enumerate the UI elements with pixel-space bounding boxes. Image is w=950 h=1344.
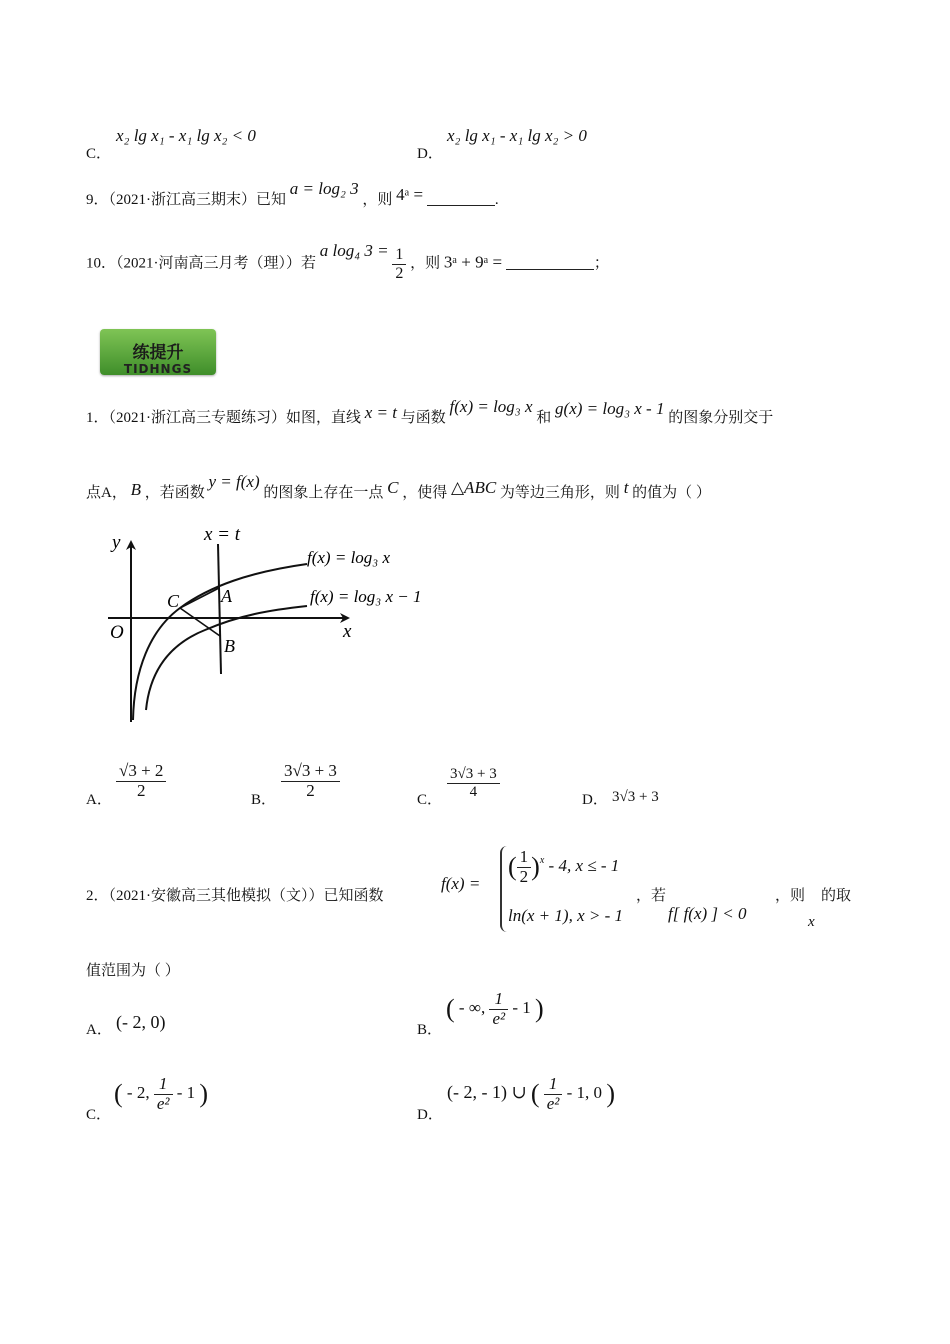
p2-case1-rest: - 4, x ≤ - 1 [548,856,620,876]
section-badge [100,329,216,375]
p1-point-b: B [130,480,141,499]
p2-range-of: 的取 [821,888,852,904]
p2-option-b-den: e² [492,1008,506,1028]
p1-line2-prefix: 点A， [86,485,127,501]
p2-option-c-label: C． [86,1107,112,1123]
p1-option-a-num: √3 + 2 [116,762,166,782]
p2-var-x: x [808,914,815,930]
line-x-equals-t [218,544,221,674]
q10-frac-num: 1 [392,246,406,265]
p2-option-c-expr [114,1075,208,1113]
q9-suffix: . [494,192,499,208]
label-line-x-t: x = t [204,524,241,545]
p1-line2-end: 的值为（ ） [632,485,711,501]
label-origin: O [110,622,124,643]
q10-mid: ，则 [410,255,441,272]
label-point-b: B [224,636,235,656]
p2-option-a-expr: (- 2, 0) [116,1012,166,1032]
p2-option-d-right: - 1, 0 [566,1083,603,1103]
p2-option-b-rparen: ) [535,994,544,1024]
p2-case-1 [508,848,619,886]
q8-option-c-label: C． [86,146,112,162]
p2-case1-num: 1 [517,848,532,868]
p2-option-c-den: e² [156,1093,170,1113]
p2-option-b-right: - 1 [512,998,531,1018]
curve-log3x-minus-1 [146,606,307,710]
p1-option-b-num: 3√3 + 3 [281,762,340,782]
p1-line2-suffix: 为等边三角形，则 [499,485,620,501]
problem-1-line-2 [86,472,711,502]
q8-option-d-label: D． [417,146,443,162]
p1-option-b-label: B． [251,792,277,808]
p2-option-c-rparen: ) [199,1079,209,1109]
p2-case1-lparen: ( [508,852,517,882]
label-curve-2: f(x) = log₃ x − 1 [310,587,422,606]
p2-option-d-lparen: ( [530,1079,540,1109]
label-y: y [112,532,121,553]
p1-option-d-label: D． [582,792,608,808]
q10-prefix: 10．（2021·河南高三月考（理））若 [86,255,316,272]
p2-option-b-expr [446,990,544,1028]
p2-option-b-lparen: ( [446,994,455,1024]
p2-case1-exp: x [539,855,545,867]
section-badge-subtitle: TIDHNGS [123,362,193,375]
p1-option-c-fraction [447,766,500,800]
q9-prefix: 9．（2021·浙江高三期末）已知 [86,192,286,208]
p2-brace [500,846,507,932]
p2-option-c-left: - 2, [126,1083,150,1103]
p1-and: 和 [536,410,552,426]
p1-f-definition: f(x) = log₃ x [449,397,533,416]
p1-option-d-expr: 3√3 + 3 [612,789,659,805]
p2-option-d-first: (- 2, - 1) ∪ [447,1082,527,1103]
label-point-a: A [221,586,232,606]
question-10 [86,240,609,282]
p1-option-b-den: 2 [306,780,315,800]
p2-line-2: 值范围为（ ） [86,963,180,979]
p2-if: ，若 [636,888,667,904]
p2-case1-rparen: ) [531,852,540,882]
p1-var-t: t [623,478,629,497]
p1-option-c-num: 3√3 + 3 [447,766,500,784]
p2-f-lhs: f(x) = [441,874,481,893]
p1-option-c-label: C． [417,792,443,808]
q10-fraction [392,246,406,282]
p2-option-b-label: B． [417,1022,443,1038]
section-badge-label: 练提升 [132,343,184,363]
p1-option-a-fraction [116,762,166,800]
p2-option-c-num: 1 [154,1075,173,1095]
p2-option-d-label: D． [417,1107,443,1123]
q10-suffix: ； [593,255,609,272]
p1-line1-prefix: 1．（2021·浙江高三专题练习）如图，直线 [86,410,361,426]
label-point-c: C [167,591,180,611]
q10-condition: a log₄ 3 = [319,240,389,260]
problem-1-line-1 [86,397,774,427]
q10-answer-blank [506,255,594,270]
p2-case-2: ln(x + 1), x > - 1 [508,906,623,925]
segment-ca [180,588,219,608]
p2-option-c-fraction [154,1075,173,1113]
q8-option-d-expr: x₂ lg x₁ - x₁ lg x₂ > 0 [447,126,587,145]
p1-make: ，使得 [402,485,448,501]
p2-option-c-lparen: ( [114,1079,123,1109]
p1-option-a-label: A． [86,792,112,808]
p1-exists: 的图象上存在一点 [263,485,384,501]
p1-with-func: 与函数 [400,410,446,426]
q9-answer-blank [427,191,495,206]
p1-triangle: △ABC [450,478,497,497]
p2-option-a-label: A． [86,1022,112,1038]
q8-option-c-expr: x₂ lg x₁ - x₁ lg x₂ < 0 [116,126,256,145]
p2-option-b-fraction [489,990,508,1028]
p1-figure [100,520,440,730]
p2-option-d-rparen: ) [606,1079,615,1109]
label-x: x [343,621,352,642]
p2-then: ，则 [775,888,806,904]
p2-case1-fraction [517,848,532,886]
q9-condition: a = log₂ 3 [289,179,359,198]
p2-option-c-right: - 1 [176,1083,196,1103]
p1-option-c-den: 4 [469,783,478,800]
question-9 [86,179,499,209]
p1-line-equation: x = t [364,403,397,422]
label-curve-1: f(x) = log₃ x [307,548,390,567]
p2-case1-den: 2 [519,866,529,886]
p2-option-d-fraction [544,1075,563,1113]
q9-mid: ，则 [362,192,393,208]
p1-g-definition: g(x) = log₃ x - 1 [555,399,665,418]
q10-expression: 3ᵃ + 9ᵃ = [443,252,503,272]
p1-if-func: ，若函数 [144,485,205,501]
p2-option-d-den: e² [546,1093,560,1113]
p2-option-d-expr [447,1075,615,1113]
p1-option-a-den: 2 [136,780,146,800]
p2-option-b-num: 1 [489,990,508,1010]
p2-option-d-num: 1 [544,1075,563,1095]
p1-point-c: C [387,478,399,497]
q9-expression: 4ᵃ = [396,185,424,204]
p1-y-equation: y = f(x) [208,472,260,491]
q10-frac-den: 2 [395,264,404,282]
p2-option-b-left: - ∞, [458,998,486,1018]
p2-prefix: 2．（2021·安徽高三其他模拟（文））已知函数 [86,888,384,904]
p1-line1-suffix: 的图象分别交于 [668,410,774,426]
p2-condition: f[ f(x) ] < 0 [668,904,747,923]
p1-option-b-fraction [281,762,340,800]
